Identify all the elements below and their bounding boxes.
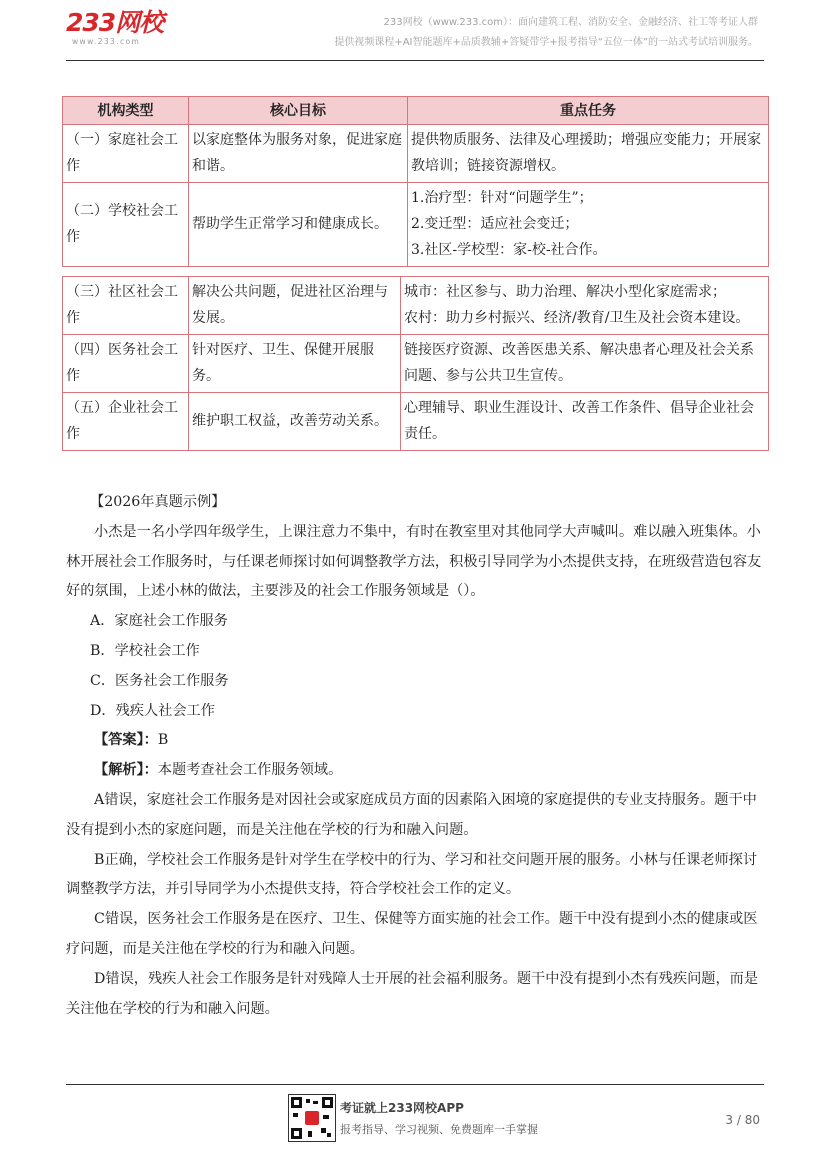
analysis-intro: 本题考查社会工作服务领域。 xyxy=(157,762,343,779)
cell-type: （一）家庭社会工作 xyxy=(63,125,189,183)
cell-tasks xyxy=(408,125,769,183)
task-line: 2.变迁型：适应社会变迁； xyxy=(411,216,579,232)
cell-goal: 解决公共问题，促进社区治理与发展。 xyxy=(189,277,401,335)
analysis-label: 【解析】： xyxy=(94,762,158,779)
qr-module xyxy=(293,1113,298,1117)
task-line: 1.治疗型：针对“问题学生”； xyxy=(411,190,593,206)
option-d: D．残疾人社会工作 xyxy=(90,702,215,719)
header-slogan xyxy=(334,13,758,53)
cell-goal: 帮助学生正常学习和健康成长。 xyxy=(189,183,408,267)
work-types-table-part-2 xyxy=(62,276,769,451)
qr-module xyxy=(306,1099,310,1103)
answer-value: B xyxy=(157,732,169,749)
answer-label: 【答案】： xyxy=(94,732,158,749)
logo-url: www.233.com xyxy=(72,37,141,46)
qr-module xyxy=(323,1115,329,1119)
app-qr-code-icon[interactable] xyxy=(288,1094,336,1142)
task-line: 农村：助力乡村振兴、经济/教育/卫生及社会资本建设。 xyxy=(404,310,750,326)
qr-module xyxy=(327,1133,331,1137)
task-line: 链接医疗资源、改善医患关系、解决患者心理及社会关系问题、参与公共卫生宣传。 xyxy=(404,342,754,384)
exam-title: 【2026年真题示例】 xyxy=(90,494,226,510)
qr-module xyxy=(321,1128,326,1133)
task-line: 3.社区-学校型：家-校-社合作。 xyxy=(411,242,607,258)
column-header-type: 机构类型 xyxy=(63,97,189,125)
table-header-row xyxy=(63,97,769,125)
exam-section xyxy=(66,488,766,1024)
footer-subtitle: 报考指导、学习视频、免费题库一手掌握 xyxy=(340,1123,538,1136)
explanation-b: B正确，学校社会工作服务是针对学生在学校中的行为、学习和社交问题开展的服务。小林与任课老师探讨调整教学方法，并引导同学为小杰提供支持，符合学校社会工作的定义。 xyxy=(66,851,758,898)
brand-logo[interactable] xyxy=(66,10,163,46)
cell-goal: 以家庭整体为服务对象，促进家庭和谐。 xyxy=(189,125,408,183)
task-line: 提供物质服务、法律及心理援助；增强应变能力；开展家教培训；链接资源增权。 xyxy=(411,132,761,174)
footer-divider xyxy=(66,1084,764,1085)
qr-finder xyxy=(322,1097,333,1108)
qr-module xyxy=(308,1131,312,1137)
option-a: A．家庭社会工作服务 xyxy=(90,613,228,630)
cell-type: （二）学校社会工作 xyxy=(63,183,189,267)
question-text: 小杰是一名小学四年级学生，上课注意力不集中，有时在教室里对其他同学大声喊叫。难以融入班集体。小林开展社会工作服务时，与任课老师探讨如何调整教学方法，积极引导同学为小杰提供支持，在班级营造包容友好的氛围，上述小林的做法，主要涉及的社会工作服务领域是（）。 xyxy=(66,523,762,600)
cell-tasks xyxy=(408,183,769,267)
cell-type: （三）社区社会工作 xyxy=(63,277,189,335)
footer-title: 考证就上233网校APP xyxy=(340,1101,464,1115)
cell-tasks xyxy=(401,277,769,335)
cell-tasks xyxy=(401,393,769,451)
page-header xyxy=(0,0,830,60)
header-divider xyxy=(66,60,764,61)
analysis-line xyxy=(66,756,766,786)
qr-logo xyxy=(305,1111,319,1125)
option-c: C．医务社会工作服务 xyxy=(90,672,229,689)
cell-type: （四）医务社会工作 xyxy=(63,335,189,393)
column-header-goal: 核心目标 xyxy=(189,97,408,125)
header-line-1: 233网校（www.233.com）：面向建筑工程、消防安全、金融经济、社工等考证人群 xyxy=(383,17,758,28)
work-types-table-part-1 xyxy=(62,96,769,267)
cell-goal: 针对医疗、卫生、保健开展服务。 xyxy=(189,335,401,393)
task-line: 城市：社区参与、助力治理、解决小型化家庭需求； xyxy=(404,284,726,300)
option-b: B．学校社会工作 xyxy=(90,642,200,659)
table-row xyxy=(63,125,769,183)
qr-module xyxy=(313,1101,318,1104)
qr-finder xyxy=(291,1128,302,1139)
page-number: 3 / 80 xyxy=(725,1113,760,1127)
qr-finder xyxy=(291,1097,302,1108)
cell-type: （五）企业社会工作 xyxy=(63,393,189,451)
table-row xyxy=(63,183,769,267)
explanation-a: A错误，家庭社会工作服务是对因社会或家庭成员方面的因素陷入困境的家庭提供的专业支持服务。题干中没有提到小杰的家庭问题，而是关注他在学校的行为和融入问题。 xyxy=(66,791,757,838)
table-row xyxy=(63,277,769,335)
cell-goal: 维护职工权益，改善劳动关系。 xyxy=(189,393,401,451)
cell-tasks xyxy=(401,335,769,393)
table-row xyxy=(63,335,769,393)
explanation-d: D错误，残疾人社会工作服务是针对残障人士开展的社会福利服务。题干中没有提到小杰有残疾问题，而是关注他在学校的行为和融入问题。 xyxy=(66,970,759,1017)
header-line-2: 提供视频课程+AI智能题库+品质教辅+答疑带学+报考指导“五位一体”的一站式考试培训服务。 xyxy=(334,37,758,48)
task-line: 心理辅导、职业生涯设计、改善工作条件、倡导企业社会责任。 xyxy=(404,400,754,442)
answer-line xyxy=(66,726,766,756)
column-header-tasks: 重点任务 xyxy=(408,97,769,125)
logo-text: 233网校 xyxy=(66,8,164,37)
explanation-c: C错误，医务社会工作服务是在医疗、卫生、保健等方面实施的社会工作。题干中没有提到小杰的健康或医疗问题，而是关注他在学校的行为和融入问题。 xyxy=(66,911,758,957)
table-row xyxy=(63,393,769,451)
